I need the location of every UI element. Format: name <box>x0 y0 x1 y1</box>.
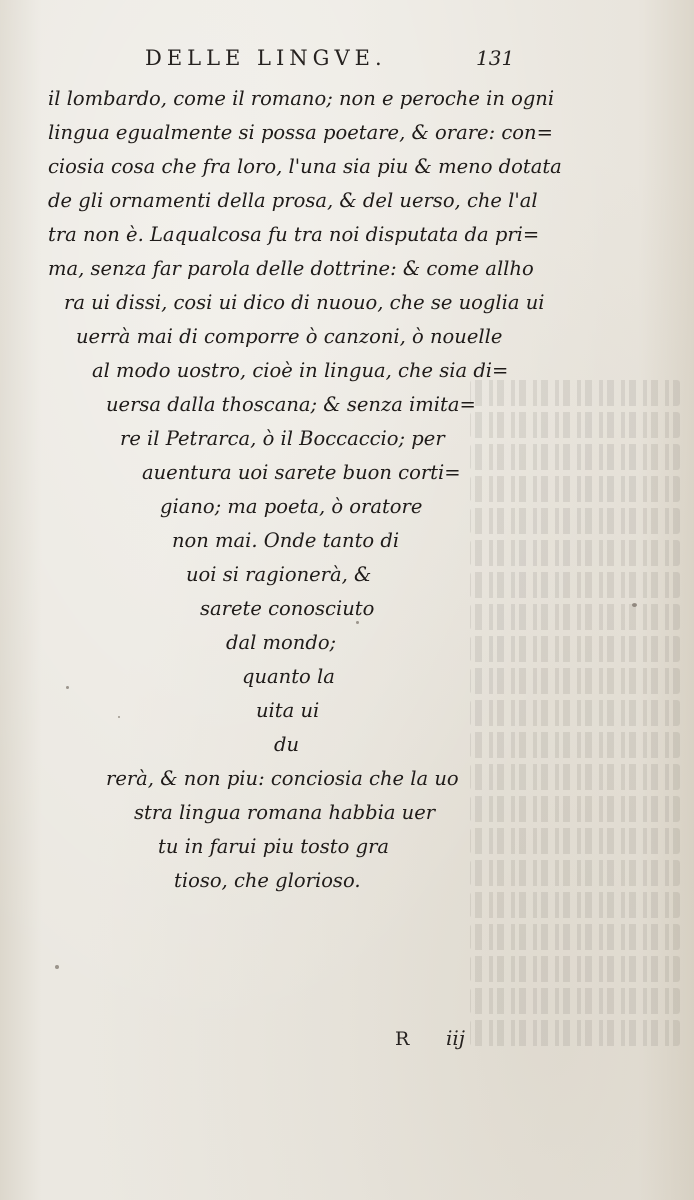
line-text: tu in farui piu tosto gra <box>158 835 390 858</box>
text-line <box>0 830 694 864</box>
signature-letter: R <box>395 1028 410 1050</box>
text-line <box>0 490 694 524</box>
line-text: quanto la <box>242 665 335 688</box>
line-text: dal mondo; <box>226 631 337 654</box>
page-number: 131 <box>476 46 515 70</box>
text-line <box>0 728 694 762</box>
text-line <box>0 354 694 388</box>
ink-speck <box>632 603 637 607</box>
signature-number: iij <box>446 1026 465 1050</box>
text-line <box>0 456 694 490</box>
text-line <box>0 864 694 898</box>
line-text: ra ui dissi, cosi ui dico di nuouo, che se uoglia ui <box>64 291 545 314</box>
text-line <box>0 116 694 150</box>
running-head <box>0 40 694 74</box>
text-line <box>0 388 694 422</box>
line-text: auentura uoi sarete buon corti= <box>142 461 461 484</box>
text-line <box>0 422 694 456</box>
line-text: il lombardo, come il romano; non e peroche in ogni <box>48 87 555 110</box>
text-line <box>0 592 694 626</box>
line-text: uoi si ragionerà, & <box>186 563 372 586</box>
line-text: du <box>274 733 300 756</box>
line-text: uita ui <box>256 699 320 722</box>
text-line <box>0 184 694 218</box>
text-line <box>0 796 694 830</box>
line-text: tioso, che glorioso. <box>174 869 361 892</box>
text-line <box>0 660 694 694</box>
line-text: ciosia cosa che fra loro, l'una sia piu & meno dotata <box>48 155 562 178</box>
text-line <box>0 558 694 592</box>
line-text: al modo uostro, cioè in lingua, che sia di= <box>92 359 509 382</box>
ink-speck <box>55 965 59 969</box>
ink-speck <box>66 686 69 689</box>
line-text: uerrà mai di comporre ò canzoni, ò nouelle <box>76 325 503 348</box>
line-text: giano; ma poeta, ò oratore <box>160 495 423 518</box>
line-text: non mai. Onde tanto di <box>172 529 400 552</box>
text-line <box>0 694 694 728</box>
signature-mark <box>0 1022 694 1056</box>
text-line <box>0 762 694 796</box>
text-line <box>0 524 694 558</box>
line-text: ma, senza far parola delle dottrine: & come allho <box>48 257 534 280</box>
text-line <box>0 218 694 252</box>
line-text: lingua egualmente si possa poetare, & orare: con= <box>48 121 553 144</box>
line-text: rerà, & non piu: conciosia che la uo <box>106 767 459 790</box>
text-line <box>0 150 694 184</box>
line-text: de gli ornamenti della prosa, & del uerso, che l'al <box>48 189 538 212</box>
text-line <box>0 286 694 320</box>
line-text: tra non è. Laqualcosa fu tra noi disputata da pri= <box>48 223 540 246</box>
line-text: uersa dalla thoscana; & senza imita= <box>106 393 476 416</box>
running-title: DELLE LINGVE. <box>145 46 387 70</box>
text-line <box>0 626 694 660</box>
line-text: re il Petrarca, ò il Boccaccio; per <box>120 427 445 450</box>
ink-speck <box>356 621 359 624</box>
line-text: stra lingua romana habbia uer <box>134 801 436 824</box>
text-line <box>0 320 694 354</box>
text-line <box>0 252 694 286</box>
ink-speck <box>118 716 120 718</box>
line-text: sarete conosciuto <box>200 597 375 620</box>
text-line <box>0 82 694 116</box>
